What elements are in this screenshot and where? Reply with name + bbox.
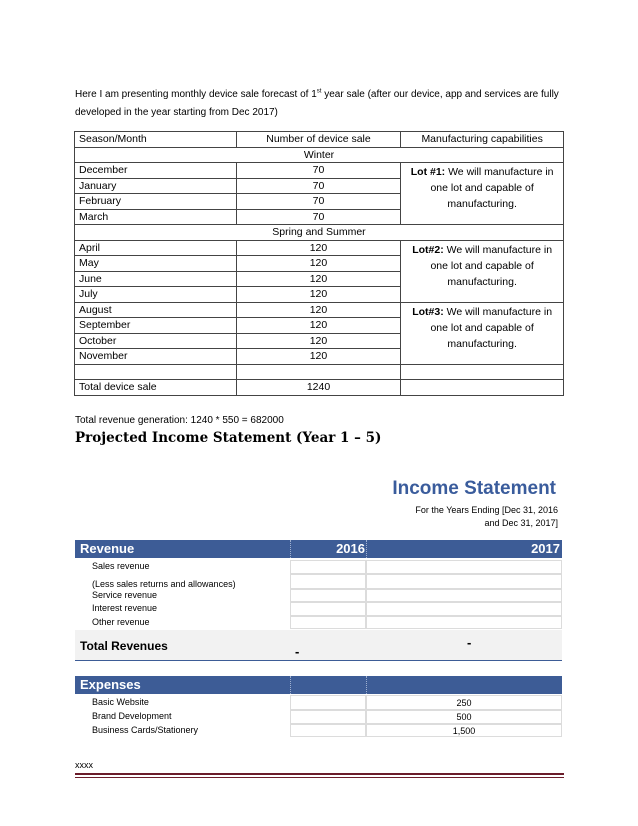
table-row: November 120 <box>75 349 564 365</box>
list-item: (Less sales returns and allowances) <box>75 574 562 589</box>
revenue-items <box>75 560 562 629</box>
list-item: Business Cards/Stationery 1,500 <box>75 724 562 738</box>
table-header: Season/Month <box>75 132 237 148</box>
table-row: June 120 <box>75 271 564 287</box>
table-row: August 120 Lot#3: We will manufacture in one lot and capable of manufacturing. <box>75 302 564 318</box>
footer-rule <box>75 773 564 775</box>
table-row: April 120 Lot#2: We will manufacture in one lot and capable of manufacturing. <box>75 240 564 256</box>
revenue-header-bar: Revenue 2016 2017 <box>75 540 562 558</box>
forecast-table <box>74 131 564 396</box>
table-row: October 120 <box>75 333 564 349</box>
lot-cell: Lot#3: We will manufacture in one lot and capable of manufacturing. <box>401 302 564 364</box>
list-item: Service revenue <box>75 589 562 603</box>
table-header: Number of device sale <box>236 132 401 148</box>
section-heading: Projected Income Statement (Year 1 – 5) <box>75 430 382 446</box>
season-label: Winter <box>75 147 564 163</box>
footer-text: xxxx <box>75 760 93 770</box>
income-statement-title: Income Statement <box>392 478 556 499</box>
total-revenues-row: Total Revenues - - <box>75 630 562 661</box>
revenue-generation-text: Total revenue generation: 1240 * 550 = 682000 <box>75 415 284 426</box>
table-row: May 120 <box>75 256 564 272</box>
intro-paragraph: Here I am presenting monthly device sale forecast of 1st year sale (after our device, app and services are fully developed in the year starting from Dec 2017) <box>75 88 559 118</box>
list-item: Basic Website 250 <box>75 695 562 710</box>
expense-items <box>75 695 562 737</box>
table-header: Manufacturing capabilities <box>401 132 564 148</box>
list-item: Interest revenue <box>75 602 562 616</box>
footer-rule <box>75 777 564 778</box>
table-row: September 120 <box>75 318 564 334</box>
lot-cell: Lot #1: We will manufacture in one lot and capable of manufacturing. <box>401 163 564 225</box>
table-row: January 70 <box>75 178 564 194</box>
expenses-header-bar: Expenses <box>75 676 562 694</box>
table-row: December 70 Lot #1: We will manufacture in one lot and capable of manufacturing. <box>75 163 564 179</box>
list-item: Brand Development 500 <box>75 710 562 724</box>
table-row: March 70 <box>75 209 564 225</box>
year-2016-label: 2016 <box>336 541 365 556</box>
lot-cell: Lot#2: We will manufacture in one lot and capable of manufacturing. <box>401 240 564 302</box>
list-item: Sales revenue <box>75 560 562 574</box>
list-item: Other revenue <box>75 616 562 630</box>
table-header-row <box>75 132 564 148</box>
year-2017-label: 2017 <box>531 541 560 556</box>
season-label: Spring and Summer <box>75 225 564 241</box>
total-row: Total device sale 1240 <box>75 380 564 396</box>
table-row: February 70 <box>75 194 564 210</box>
table-row: July 120 <box>75 287 564 303</box>
income-statement-subtitle: For the Years Ending [Dec 31, 2016 and Dec 31, 2017] <box>415 505 558 528</box>
